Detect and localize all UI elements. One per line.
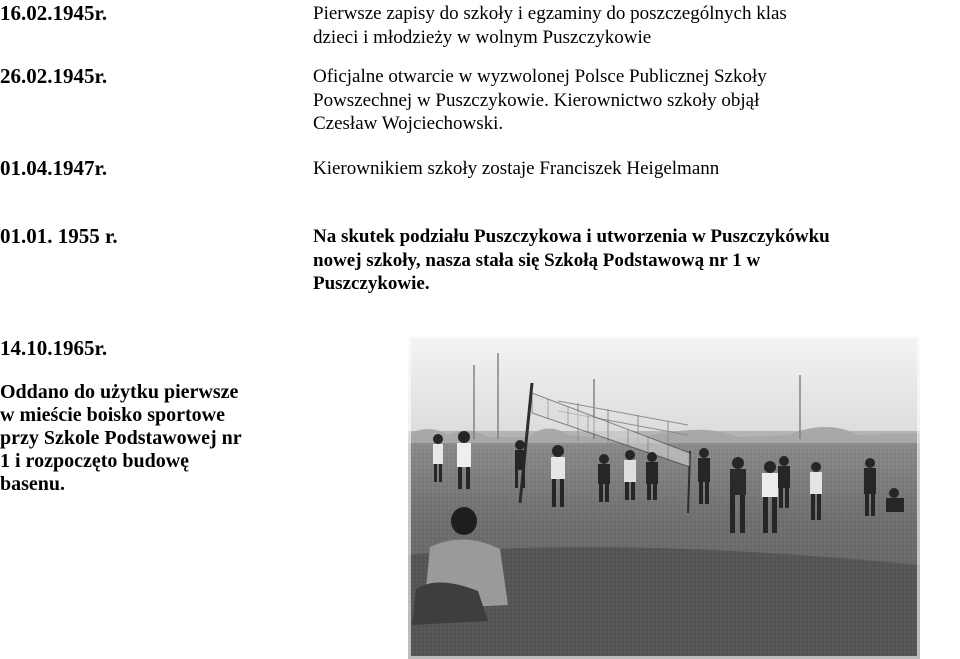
entry-date: 16.02.1945r. — [0, 1, 108, 25]
entry-text-line: Puszczykowie. — [313, 273, 430, 294]
caption-line: 1 i rozpoczęto budowę — [0, 450, 190, 472]
caption-line: przy Szkole Podstawowej nr — [0, 427, 242, 449]
entry-text — [313, 2, 960, 49]
entry-date: 14.10.1965r. — [0, 336, 108, 360]
caption-line: Oddano do użytku pierwsze — [0, 381, 239, 403]
photo-caption — [0, 381, 300, 496]
entry-text — [313, 225, 960, 296]
entry-text-line: Kierownikiem szkoły zostaje Franciszek Heigelmann — [313, 158, 720, 179]
entry-text-line: Oficjalne otwarcie w wyzwolonej Polsce Publicznej Szkoły — [313, 66, 767, 87]
caption-line: w mieście boisko sportowe — [0, 404, 225, 426]
entry-text-line: Powszechnej w Puszczykowie. Kierownictwo szkoły objął — [313, 89, 760, 111]
entry-text-line: Czesław Wojciechowski. — [313, 113, 504, 134]
entry-text-line: dzieci i młodzieży w wolnym Puszczykowie — [313, 26, 652, 48]
entry-text-line: Na skutek podziału Puszczykowa i utworzenia w Puszczykówku — [313, 226, 830, 247]
entry-date: 01.04.1947r. — [0, 156, 108, 180]
volleyball-field-photo — [408, 335, 920, 659]
entry-date: 01.01. 1955 r. — [0, 224, 118, 248]
entry-date: 26.02.1945r. — [0, 64, 108, 88]
entry-text-line: nowej szkoły, nasza stała się Szkołą Podstawową nr 1 w — [313, 249, 761, 271]
entry-text — [313, 157, 960, 181]
entry-text-line: Pierwsze zapisy do szkoły i egzaminy do poszczególnych klas — [313, 3, 787, 24]
caption-line: basenu. — [0, 473, 66, 495]
entry-text — [313, 65, 960, 136]
historical-photo — [408, 335, 920, 659]
